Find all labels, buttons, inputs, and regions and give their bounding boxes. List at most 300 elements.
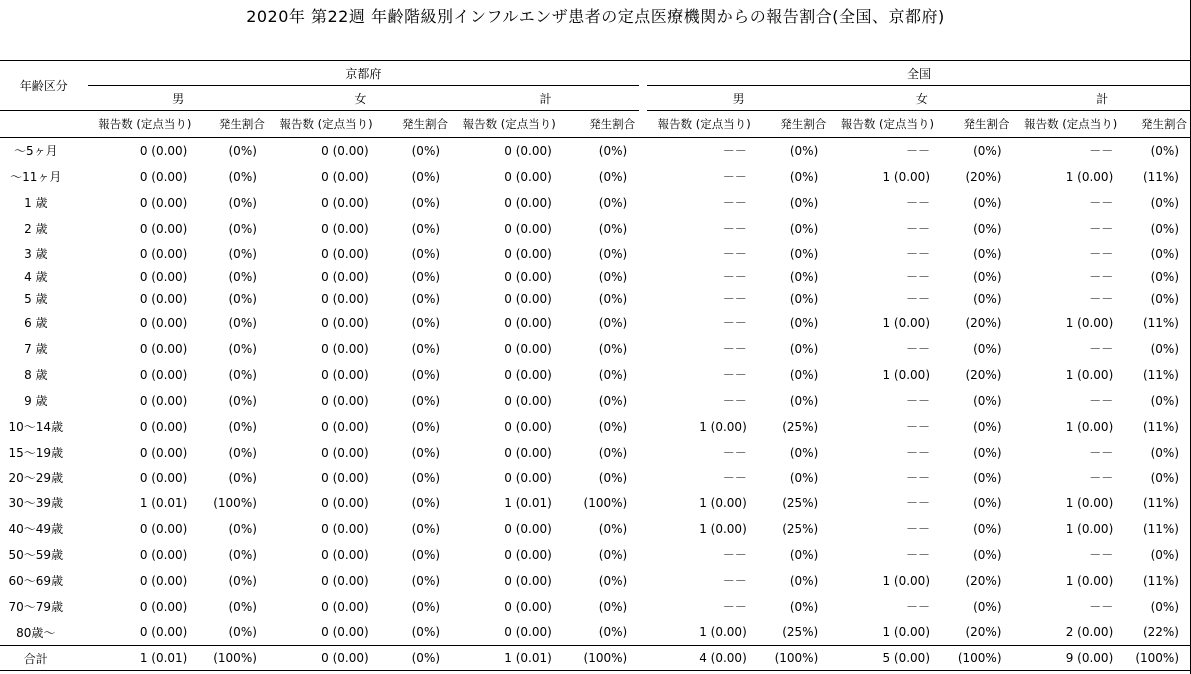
rate-cell: (0%): [228, 195, 257, 210]
rate-cell: (11%): [1142, 367, 1179, 382]
table-row: [0, 310, 1191, 336]
rate-header: 発生割合: [193, 111, 269, 138]
age-group-label: 9 歳: [24, 394, 48, 408]
rate-cell: (0%): [598, 521, 628, 536]
total-row: [0, 646, 1191, 671]
count-cell: 1 (0.00): [882, 367, 930, 382]
count-cell: 2 (0.00): [1065, 625, 1114, 640]
sex-header-male: 男: [647, 86, 830, 111]
rate-cell: (0%): [1150, 599, 1179, 614]
table-row: [0, 594, 1191, 620]
rate-cell: (0%): [598, 221, 628, 236]
count-cell: 0 (0.00): [321, 195, 369, 210]
rate-cell: (0%): [228, 246, 257, 261]
count-cell: 0 (0.00): [321, 573, 369, 588]
count-cell: －－: [905, 446, 930, 460]
count-cell: －－: [1089, 196, 1114, 210]
rate-cell: (0%): [789, 169, 819, 184]
count-cell: －－: [722, 196, 747, 210]
rate-cell: (0%): [789, 246, 819, 261]
rate-cell: (0%): [228, 625, 257, 640]
count-cell: －－: [1089, 471, 1114, 485]
count-cell: 0 (0.00): [504, 169, 552, 184]
count-cell: 0 (0.00): [321, 291, 369, 306]
count-cell: －－: [905, 548, 930, 562]
count-cell: 0 (0.00): [504, 291, 552, 306]
count-cell: 0 (0.00): [321, 625, 369, 640]
rate-cell: (0%): [228, 143, 257, 158]
count-cell: 0 (0.00): [139, 367, 188, 382]
table-row: [0, 516, 1191, 542]
count-cell: 1 (0.01): [504, 495, 552, 510]
count-cell: 0 (0.00): [504, 445, 552, 460]
rate-cell: (0%): [598, 470, 628, 485]
rate-header: 発生割合: [375, 111, 452, 138]
count-cell: 0 (0.00): [504, 195, 552, 210]
rate-cell: (0%): [1150, 341, 1179, 356]
sex-header-female: 女: [830, 86, 1013, 111]
count-header: 報告数 (定点当り): [452, 111, 558, 138]
count-cell: 1 (0.01): [88, 646, 194, 671]
rate-cell: (0%): [228, 419, 257, 434]
count-cell: －－: [1089, 394, 1114, 408]
count-cell: －－: [905, 600, 930, 614]
rate-cell: (11%): [1142, 315, 1179, 330]
count-cell: 0 (0.00): [321, 599, 369, 614]
count-cell: 0 (0.00): [139, 291, 188, 306]
table-row: [0, 466, 1191, 490]
rate-header: 発生割合: [558, 111, 639, 138]
age-group-label: 40～49歳: [8, 522, 64, 536]
count-cell: 1 (0.00): [882, 169, 930, 184]
rate-cell: (0%): [411, 269, 441, 284]
rate-cell: (0%): [789, 143, 819, 158]
rate-cell: (0%): [228, 291, 257, 306]
age-group-label: 15～19歳: [8, 446, 64, 460]
rate-cell: (100%): [583, 495, 628, 510]
rate-cell: (0%): [598, 291, 628, 306]
rate-cell: (11%): [1142, 169, 1179, 184]
count-cell: －－: [905, 342, 930, 356]
count-cell: 0 (0.00): [139, 599, 188, 614]
rate-cell: (0%): [973, 445, 1002, 460]
rate-cell: (0%): [973, 547, 1002, 562]
rate-cell: (0%): [789, 195, 819, 210]
rate-cell: (0%): [228, 393, 257, 408]
count-cell: －－: [905, 222, 930, 236]
table-row: [0, 336, 1191, 362]
count-cell: 0 (0.00): [139, 573, 188, 588]
rate-cell: (0%): [789, 221, 819, 236]
table-row: [0, 568, 1191, 594]
rate-cell: (100%): [213, 495, 257, 510]
count-cell: 0 (0.00): [321, 341, 369, 356]
count-cell: －－: [1089, 222, 1114, 236]
count-cell: 0 (0.00): [321, 246, 369, 261]
count-cell: 1 (0.00): [1065, 169, 1114, 184]
count-cell: 0 (0.00): [321, 169, 369, 184]
age-group-label: 1 歳: [24, 196, 48, 210]
count-cell: 0 (0.00): [139, 419, 188, 434]
rate-cell: (0%): [1150, 269, 1179, 284]
count-cell: －－: [722, 600, 747, 614]
count-cell: 1 (0.00): [882, 315, 930, 330]
count-cell: －－: [722, 292, 747, 306]
count-cell: －－: [722, 222, 747, 236]
rate-cell: (100%): [1119, 646, 1191, 671]
page-title: 2020年 第22週 年齢階級別インフルエンザ患者の定点医療機関からの報告割合(全国、京都府): [246, 7, 945, 26]
rate-cell: (0%): [228, 269, 257, 284]
rate-cell: (0%): [973, 269, 1002, 284]
rate-cell: (0%): [973, 291, 1002, 306]
count-cell: －－: [722, 144, 747, 159]
rate-cell: (0%): [598, 246, 628, 261]
table-row: [0, 388, 1191, 414]
count-header: 報告数 (定点当り): [1014, 111, 1120, 138]
count-cell: －－: [722, 471, 747, 485]
count-cell: －－: [905, 196, 930, 210]
count-cell: 0 (0.00): [321, 393, 369, 408]
count-cell: 0 (0.00): [139, 445, 188, 460]
count-cell: －－: [905, 144, 930, 159]
count-cell: －－: [722, 342, 747, 356]
count-cell: 0 (0.00): [321, 521, 369, 536]
rate-cell: (0%): [411, 143, 441, 158]
rate-cell: (100%): [936, 646, 1014, 671]
count-cell: 0 (0.00): [139, 341, 188, 356]
count-cell: －－: [1089, 270, 1114, 284]
rate-cell: (0%): [789, 599, 819, 614]
region-header-kyoto: 京都府: [88, 61, 640, 86]
rate-cell: (0%): [228, 547, 257, 562]
count-header: 報告数 (定点当り): [88, 111, 194, 138]
count-cell: 1 (0.00): [699, 419, 747, 434]
age-group-label: 20～29歳: [8, 471, 64, 485]
age-group-label: 30～39歳: [8, 496, 64, 510]
rate-cell: (0%): [228, 341, 257, 356]
rate-cell: (0%): [598, 445, 628, 460]
rate-cell: (0%): [973, 143, 1002, 158]
count-cell: 5 (0.00): [830, 646, 936, 671]
count-cell: 0 (0.00): [321, 547, 369, 562]
count-cell: 0 (0.00): [321, 445, 369, 460]
count-cell: 1 (0.00): [1065, 573, 1114, 588]
count-cell: 0 (0.00): [504, 341, 552, 356]
age-group-label: ～11ヶ月: [10, 170, 62, 184]
rate-cell: (0%): [973, 495, 1002, 510]
table-row: [0, 542, 1191, 568]
table-row: [0, 190, 1191, 216]
count-cell: 0 (0.00): [139, 221, 188, 236]
count-cell: 1 (0.00): [699, 521, 747, 536]
count-cell: 0 (0.00): [321, 495, 369, 510]
age-group-label: 6 歳: [24, 316, 48, 330]
sex-header-total: 計: [1014, 86, 1191, 111]
rate-cell: (0%): [411, 599, 441, 614]
count-cell: 1 (0.00): [882, 573, 930, 588]
region-header-national: 全国: [647, 61, 1191, 86]
rate-cell: (0%): [411, 315, 441, 330]
count-cell: －－: [1089, 446, 1114, 460]
rate-cell: (0%): [411, 246, 441, 261]
age-group-label: 70～79歳: [8, 600, 64, 614]
count-cell: 0 (0.00): [321, 419, 369, 434]
count-cell: －－: [722, 548, 747, 562]
region-header-row: [0, 61, 1191, 86]
rate-cell: (11%): [1142, 419, 1179, 434]
age-group-label: 合計: [0, 646, 88, 671]
age-group-label: 60～69歳: [8, 574, 64, 588]
rate-header: 発生割合: [753, 111, 831, 138]
table-row: [0, 242, 1191, 266]
table-row: [0, 164, 1191, 190]
rate-cell: (0%): [598, 143, 628, 158]
age-group-label: ～5ヶ月: [13, 144, 58, 159]
rate-cell: (0%): [789, 547, 819, 562]
count-cell: 0 (0.00): [504, 625, 552, 640]
count-cell: －－: [905, 394, 930, 408]
rate-cell: (0%): [789, 445, 819, 460]
rate-cell: (0%): [228, 315, 257, 330]
rate-cell: (0%): [411, 573, 441, 588]
rate-cell: (0%): [1150, 143, 1179, 158]
count-cell: －－: [722, 394, 747, 408]
count-cell: －－: [905, 247, 930, 261]
count-cell: －－: [1089, 292, 1114, 306]
age-group-label: 4 歳: [24, 270, 48, 284]
table-row: [0, 362, 1191, 388]
count-cell: 0 (0.00): [504, 143, 552, 158]
count-cell: －－: [905, 522, 930, 536]
count-cell: －－: [722, 270, 747, 284]
rate-cell: (0%): [1150, 195, 1179, 210]
count-header: 報告数 (定点当り): [269, 111, 375, 138]
count-cell: 0 (0.00): [139, 143, 188, 158]
count-cell: 0 (0.00): [504, 521, 552, 536]
rate-cell: (0%): [598, 169, 628, 184]
sex-header-row: [0, 86, 1191, 111]
count-cell: 1 (0.00): [882, 625, 930, 640]
age-group-label: 2 歳: [24, 222, 48, 236]
rate-cell: (25%): [782, 495, 819, 510]
rate-cell: (0%): [1150, 445, 1179, 460]
count-cell: 0 (0.00): [139, 195, 188, 210]
rate-cell: (0%): [411, 625, 441, 640]
count-cell: 0 (0.00): [504, 419, 552, 434]
rate-cell: (0%): [411, 547, 441, 562]
rate-cell: (0%): [598, 625, 628, 640]
table-row: [0, 620, 1191, 646]
rate-cell: (0%): [789, 367, 819, 382]
count-cell: 0 (0.00): [321, 269, 369, 284]
rate-cell: (0%): [973, 521, 1002, 536]
rate-cell: (22%): [1142, 625, 1179, 640]
rate-cell: (0%): [411, 169, 441, 184]
age-group-label: 3 歳: [24, 247, 48, 261]
rate-cell: (0%): [973, 195, 1002, 210]
rate-cell: (100%): [193, 646, 269, 671]
count-cell: 0 (0.00): [139, 269, 188, 284]
rate-cell: (0%): [411, 367, 441, 382]
count-cell: 0 (0.00): [139, 625, 188, 640]
rate-cell: (0%): [598, 547, 628, 562]
region-gap: [639, 61, 647, 86]
count-cell: 1 (0.00): [1065, 367, 1114, 382]
rate-cell: (0%): [228, 470, 257, 485]
rate-cell: (20%): [965, 315, 1002, 330]
count-cell: 0 (0.00): [504, 573, 552, 588]
count-cell: 1 (0.01): [139, 495, 188, 510]
age-group-label: 10～14歳: [8, 420, 64, 434]
rate-cell: (0%): [411, 470, 441, 485]
sex-header-male: 男: [88, 86, 269, 111]
rate-header: 発生割合: [1119, 111, 1191, 138]
count-cell: 9 (0.00): [1014, 646, 1120, 671]
report-table: [0, 60, 1191, 671]
table-row: [0, 414, 1191, 440]
rate-cell: (0%): [228, 367, 257, 382]
table-row: [0, 266, 1191, 288]
rate-cell: (0%): [228, 521, 257, 536]
count-cell: 1 (0.00): [699, 625, 747, 640]
rate-cell: (0%): [1150, 291, 1179, 306]
table-row: [0, 216, 1191, 242]
rate-cell: (20%): [965, 573, 1002, 588]
rate-cell: (0%): [598, 599, 628, 614]
age-group-label: 50～59歳: [8, 548, 64, 562]
rate-cell: (0%): [973, 341, 1002, 356]
count-cell: －－: [722, 368, 747, 382]
rate-cell: (0%): [598, 341, 628, 356]
rate-cell: (0%): [598, 573, 628, 588]
count-cell: 0 (0.00): [139, 246, 188, 261]
count-cell: 0 (0.00): [321, 470, 369, 485]
count-cell: 0 (0.00): [139, 470, 188, 485]
table-row: [0, 490, 1191, 516]
count-cell: 0 (0.00): [504, 246, 552, 261]
age-group-label: 8 歳: [24, 368, 48, 382]
rate-cell: (0%): [789, 341, 819, 356]
count-cell: －－: [722, 446, 747, 460]
count-cell: －－: [1089, 247, 1114, 261]
count-cell: －－: [1089, 600, 1114, 614]
count-cell: 0 (0.00): [504, 547, 552, 562]
count-cell: 1 (0.00): [1065, 521, 1114, 536]
rate-cell: (0%): [1150, 246, 1179, 261]
count-cell: 0 (0.00): [139, 169, 188, 184]
count-cell: －－: [905, 292, 930, 306]
count-cell: 1 (0.00): [1065, 315, 1114, 330]
count-cell: －－: [905, 496, 930, 510]
rate-cell: (0%): [789, 393, 819, 408]
count-cell: －－: [722, 247, 747, 261]
count-cell: 0 (0.00): [321, 315, 369, 330]
rate-cell: (0%): [789, 269, 819, 284]
count-cell: －－: [722, 574, 747, 588]
count-header: 報告数 (定点当り): [647, 111, 753, 138]
count-cell: 0 (0.00): [139, 521, 188, 536]
table-body: [0, 138, 1191, 671]
table-row: [0, 288, 1191, 310]
rate-cell: (0%): [411, 521, 441, 536]
rate-cell: (0%): [973, 599, 1002, 614]
count-cell: －－: [905, 471, 930, 485]
rate-cell: (0%): [411, 341, 441, 356]
count-cell: 0 (0.00): [269, 646, 375, 671]
count-cell: 4 (0.00): [647, 646, 753, 671]
rate-cell: (25%): [782, 419, 819, 434]
rate-cell: (0%): [598, 315, 628, 330]
rate-cell: (20%): [965, 367, 1002, 382]
rate-cell: (0%): [411, 291, 441, 306]
rate-cell: (0%): [411, 195, 441, 210]
rate-cell: (0%): [411, 495, 441, 510]
rate-cell: (0%): [1150, 470, 1179, 485]
rate-cell: (0%): [789, 291, 819, 306]
count-cell: 0 (0.00): [321, 221, 369, 236]
sex-header-total: 計: [452, 86, 639, 111]
rate-cell: (100%): [558, 646, 639, 671]
count-cell: 1 (0.01): [452, 646, 558, 671]
rate-cell: (0%): [228, 221, 257, 236]
rate-cell: (0%): [973, 470, 1002, 485]
rate-cell: (0%): [973, 419, 1002, 434]
rate-cell: (0%): [973, 393, 1002, 408]
count-cell: 0 (0.00): [504, 470, 552, 485]
rate-cell: (0%): [789, 315, 819, 330]
count-cell: 1 (0.00): [1065, 419, 1114, 434]
rate-cell: (0%): [973, 221, 1002, 236]
count-cell: －－: [905, 270, 930, 284]
count-header: 報告数 (定点当り): [830, 111, 936, 138]
rate-cell: (0%): [598, 269, 628, 284]
count-cell: 0 (0.00): [321, 143, 369, 158]
rate-cell: (0%): [598, 393, 628, 408]
rate-cell: (0%): [598, 195, 628, 210]
count-cell: －－: [1089, 342, 1114, 356]
count-cell: －－: [905, 420, 930, 434]
count-cell: －－: [1089, 548, 1114, 562]
rate-cell: (11%): [1142, 495, 1179, 510]
rate-cell: (0%): [228, 445, 257, 460]
count-cell: 0 (0.00): [504, 367, 552, 382]
age-group-label: 5 歳: [24, 292, 48, 306]
table-row: [0, 138, 1191, 164]
count-cell: 0 (0.00): [139, 547, 188, 562]
rate-cell: (20%): [965, 625, 1002, 640]
count-cell: －－: [722, 316, 747, 330]
count-cell: 0 (0.00): [321, 367, 369, 382]
count-cell: －－: [722, 170, 747, 184]
rate-cell: (0%): [1150, 221, 1179, 236]
rate-cell: (0%): [789, 470, 819, 485]
count-cell: 0 (0.00): [504, 269, 552, 284]
rate-cell: (0%): [789, 573, 819, 588]
rate-cell: (0%): [411, 419, 441, 434]
rate-cell: (0%): [228, 169, 257, 184]
age-group-label: 7 歳: [24, 342, 48, 356]
count-cell: 0 (0.00): [504, 221, 552, 236]
count-cell: 0 (0.00): [504, 315, 552, 330]
count-cell: －－: [1089, 144, 1114, 159]
count-cell: 0 (0.00): [504, 599, 552, 614]
rate-cell: (0%): [228, 573, 257, 588]
age-group-header: 年齢区分: [0, 61, 88, 111]
table-row: [0, 440, 1191, 466]
count-cell: 0 (0.00): [504, 393, 552, 408]
rate-cell: (0%): [411, 393, 441, 408]
rate-cell: (20%): [965, 169, 1002, 184]
